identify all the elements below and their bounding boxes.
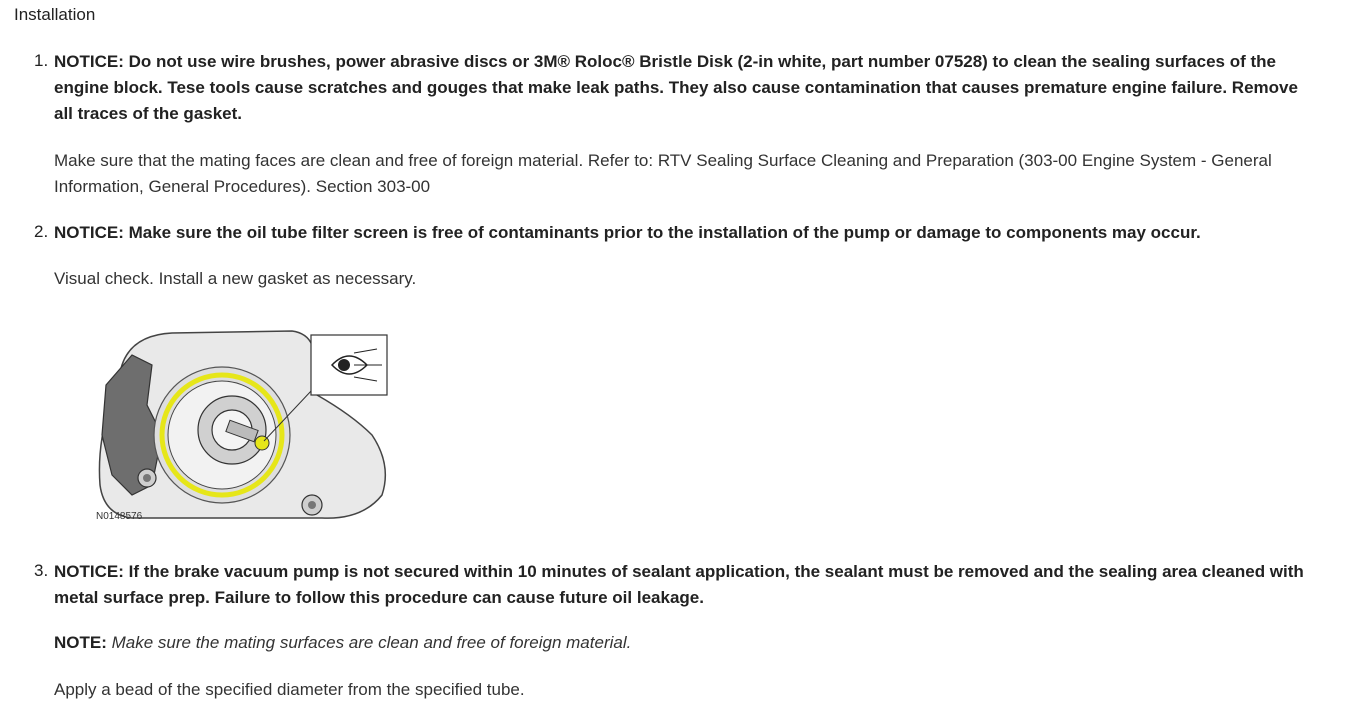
step-2-number: 2. [34,222,49,241]
vacuum-pump-drawing [92,325,392,525]
step-3-note [54,630,1304,656]
step-2-notice: NOTICE: Make sure the oil tube filter screen is free of contaminants prior to the installation of the pump or damage to components may occur. [54,223,1201,242]
note-text: Make sure the mating surfaces are clean and free of foreign material. [111,633,632,652]
note-label: NOTE: [54,633,107,652]
step-2-text: Visual check. Install a new gasket as necessary. [54,269,417,288]
step-1-text: Make sure that the mating faces are clean and free of foreign material. Refer to: RTV Sealing Surface Cleaning and Preparation (303-00 Engine System - General Information, General Procedures). Section 303-00 [54,151,1272,196]
step-1-notice: NOTICE: Do not use wire brushes, power abrasive discs or 3M® Roloc® Bristle Disk (2-in white, part number 07528) to clean the sealing surfaces of the engine block. Tese tools cause scratches and gouges that make leak paths. They also cause contamination that causes premature engine failure. Remove all traces of the gasket. [54,52,1298,123]
step-1-number: 1. [34,51,49,70]
figure-label: N0148576 [96,511,143,522]
step-3-notice: NOTICE: If the brake vacuum pump is not secured within 10 minutes of sealant application, the sealant must be removed and the sealing area cleaned with metal surface prep. Failure to follow this procedure can cause future oil leakage. [54,562,1304,607]
step-3-number: 3. [34,561,49,580]
step-3-text: Apply a bead of the specified diameter from the specified tube. [54,680,525,699]
vacuum-pump-illustration [92,325,392,525]
section-title: Installation [14,5,96,24]
